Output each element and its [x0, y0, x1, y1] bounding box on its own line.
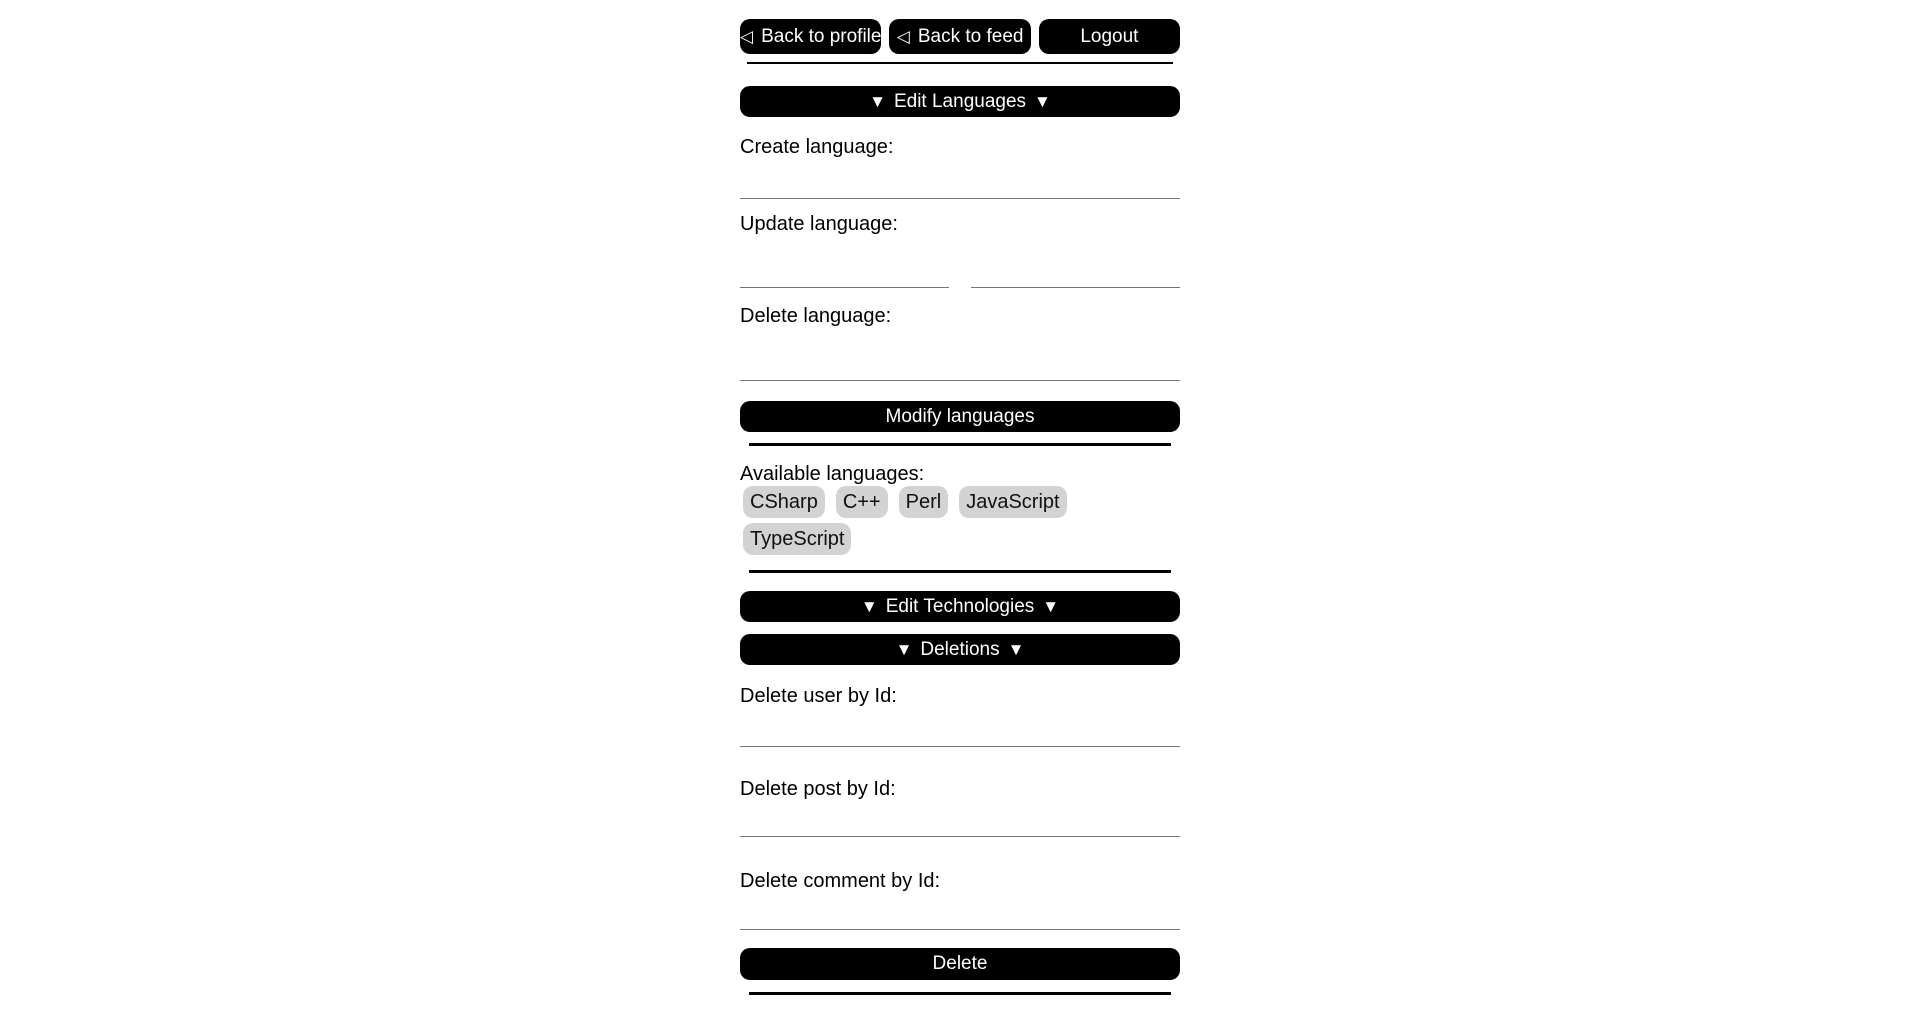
back-icon: ◁ — [740, 27, 754, 46]
delete-language-input[interactable] — [740, 328, 1180, 381]
back-to-feed-button[interactable] — [889, 19, 1030, 54]
update-language-old-input[interactable] — [740, 236, 949, 288]
language-chip: TypeScript — [743, 523, 851, 555]
toolbar — [740, 19, 1180, 54]
edit-technologies-toggle-label: Edit Technologies — [885, 595, 1035, 617]
language-chip: JavaScript — [959, 486, 1066, 518]
edit-languages-toggle-label: Edit Languages — [893, 90, 1027, 112]
edit-technologies-toggle[interactable] — [740, 591, 1180, 622]
delete-language-label: Delete language: — [740, 305, 892, 327]
section-divider — [749, 443, 1171, 446]
modify-languages-button[interactable] — [740, 401, 1180, 432]
available-languages-label: Available languages: — [740, 463, 925, 485]
deletions-toggle-label: Deletions — [920, 638, 1000, 660]
logout-label: Logout — [1080, 25, 1139, 47]
delete-comment-label: Delete comment by Id: — [740, 870, 941, 892]
deletions-toggle[interactable] — [740, 634, 1180, 665]
back-to-feed-label: Back to feed — [917, 25, 1024, 47]
section-divider — [749, 992, 1171, 995]
language-chip: CSharp — [743, 486, 825, 518]
delete-button[interactable] — [740, 948, 1180, 980]
chevron-down-icon: ▼ — [860, 597, 878, 616]
back-to-profile-button[interactable] — [740, 19, 881, 54]
update-language-label: Update language: — [740, 213, 898, 235]
language-chip: Perl — [899, 486, 949, 518]
chevron-down-icon: ▼ — [895, 640, 913, 659]
delete-post-input[interactable] — [740, 801, 1180, 837]
back-icon: ◁ — [896, 27, 910, 46]
delete-post-label: Delete post by Id: — [740, 778, 896, 800]
update-language-row — [740, 236, 1180, 288]
section-divider — [749, 570, 1171, 573]
create-language-input[interactable] — [740, 159, 1180, 199]
admin-panel — [740, 0, 1180, 995]
language-chip-list — [740, 486, 1180, 555]
edit-languages-toggle[interactable] — [740, 86, 1180, 117]
delete-button-label: Delete — [932, 953, 988, 974]
back-to-profile-label: Back to profile — [761, 25, 882, 47]
delete-comment-input[interactable] — [740, 893, 1180, 930]
update-language-new-input[interactable] — [971, 236, 1180, 288]
delete-user-input[interactable] — [740, 708, 1180, 747]
language-chip: C++ — [836, 486, 888, 518]
logout-button[interactable] — [1039, 19, 1180, 54]
chevron-down-icon: ▼ — [1034, 92, 1051, 111]
create-language-label: Create language: — [740, 136, 894, 158]
delete-user-label: Delete user by Id: — [740, 685, 897, 707]
toolbar-divider — [747, 62, 1173, 64]
chevron-down-icon: ▼ — [1007, 640, 1025, 659]
chevron-down-icon: ▼ — [869, 92, 886, 111]
modify-languages-label: Modify languages — [885, 405, 1035, 427]
chevron-down-icon: ▼ — [1042, 597, 1060, 616]
